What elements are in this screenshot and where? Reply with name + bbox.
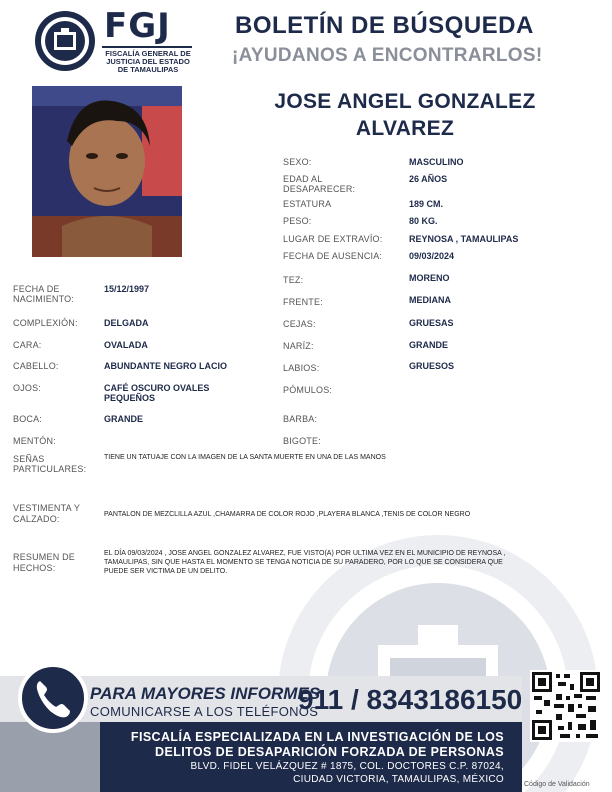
nariz-label: NARÍZ: xyxy=(283,341,314,351)
boca-label: BOCA: xyxy=(13,414,43,424)
vestimenta-label-2: CALZADO: xyxy=(13,514,60,524)
barba-label: BARBA: xyxy=(283,414,318,424)
cabello-label: CABELLO: xyxy=(13,361,59,371)
senas-label-2: PARTICULARES: xyxy=(13,464,87,474)
edad-label-1: EDAD AL xyxy=(283,174,323,184)
tez-label: TEZ: xyxy=(283,275,304,285)
resumen-line-3: PUEDE SER VICTIMA DE UN DELITO. xyxy=(104,568,228,575)
frente-value: MEDIANA xyxy=(409,295,451,305)
office-line-1: FISCALÍA ESPECIALIZADA EN LA INVESTIGACIÓN DE LOS xyxy=(130,730,504,744)
resumen-label-1: RESUMEN DE xyxy=(13,552,76,562)
more-info-text: PARA MAYORES INFORMES, xyxy=(90,684,325,703)
tez-value: MORENO xyxy=(409,273,450,283)
frente-label: FRENTE: xyxy=(283,297,323,307)
resumen-line-1: EL DÍA 09/03/2024 , JOSE ANGEL GONZALEZ ALVAREZ, FUE VISTO(A) POR ULTIMA VEZ EN EL MUNICIPIO DE REYNOSA , xyxy=(104,550,506,557)
person-photo xyxy=(32,86,182,257)
resumen-label-2: HECHOS: xyxy=(13,563,56,573)
cabello-value: ABUNDANTE NEGRO LACIO xyxy=(104,361,227,371)
sexo-value: MASCULINO xyxy=(409,157,464,167)
menton-label: MENTÓN: xyxy=(13,436,56,446)
lugar-value: REYNOSA , TAMAULIPAS xyxy=(409,234,519,244)
nariz-value: GRANDE xyxy=(409,340,449,350)
complexion-value: DELGADA xyxy=(104,318,149,328)
fecha-ausencia-value: 09/03/2024 xyxy=(409,251,455,261)
fgj-emblem-icon xyxy=(34,10,96,72)
phone-badge xyxy=(18,663,88,733)
labios-label: LABIOS: xyxy=(283,363,320,373)
bulletin-title: BOLETÍN DE BÚSQUEDA xyxy=(235,12,534,39)
office-line-2: DELITOS DE DESAPARICIÓN FORZADA DE PERSONAS xyxy=(155,745,504,759)
ojos-value-1: CAFÉ OSCURO OVALES xyxy=(104,383,210,393)
senas-value: TIENE UN TATUAJE CON LA IMAGEN DE LA SANTA MUERTE EN UNA DE LAS MANOS xyxy=(104,454,386,461)
cejas-label: CEJAS: xyxy=(283,319,316,329)
fecha-nacimiento-value: 15/12/1997 xyxy=(104,284,150,294)
lugar-label: LUGAR DE EXTRAVÍO: xyxy=(283,234,383,244)
fecha-nacimiento-label-1: FECHA DE xyxy=(13,284,60,294)
fecha-nacimiento-label-2: NACIMIENTO: xyxy=(13,294,75,304)
logo-divider xyxy=(102,46,192,48)
vestimenta-label-1: VESTIMENTA Y xyxy=(13,503,81,513)
logo-sub-3: DE TAMAULIPAS xyxy=(117,65,179,74)
address-line-1: BLVD. FIDEL VELÁZQUEZ # 1875, COL. DOCTORES C.P. 87024, xyxy=(190,761,504,772)
person-name-line1: JOSE ANGEL GONZALEZ xyxy=(274,90,536,113)
bigote-label: BIGOTE: xyxy=(283,436,321,446)
edad-value: 26 AÑOS xyxy=(409,174,448,184)
labios-value: GRUESOS xyxy=(409,361,455,371)
pomulos-label: PÓMULOS: xyxy=(283,385,333,395)
boca-value: GRANDE xyxy=(104,414,144,424)
peso-label: PESO: xyxy=(283,216,312,226)
address-line-2: CIUDAD VICTORIA, TAMAULIPAS, MÉXICO xyxy=(293,774,504,785)
cejas-value: GRUESAS xyxy=(409,318,454,328)
estatura-label: ESTATURA xyxy=(283,199,332,209)
peso-value: 80 KG. xyxy=(409,216,438,226)
logo-text: FGJ xyxy=(104,6,171,46)
senas-label-1: SEÑAS xyxy=(13,454,45,464)
logo-sub-1: FISCALÍA GENERAL DE xyxy=(105,49,191,58)
fecha-ausencia-label: FECHA DE AUSENCIA: xyxy=(283,251,383,261)
estatura-value: 189 CM. xyxy=(409,199,444,209)
bulletin-subtitle: ¡AYUDANOS A ENCONTRARLOS! xyxy=(232,45,543,66)
edad-label-2: DESAPARECER: xyxy=(283,184,356,194)
ojos-label: OJOS: xyxy=(13,383,42,393)
phone-number[interactable]: 911 / 8343186150 xyxy=(298,684,523,715)
phone-icon xyxy=(22,667,84,729)
validation-code-label: Código de Validación xyxy=(524,781,590,788)
cara-value: OVALADA xyxy=(104,340,148,350)
vestimenta-value: PANTALON DE MEZCLILLA AZUL ,CHAMARRA DE COLOR ROJO ,PLAYERA BLANCA ,TENIS DE COLOR NEGRO xyxy=(104,511,471,518)
resumen-line-2: TAMAULIPAS, SIN QUE HASTA EL MOMENTO SE TENGA NOTICIA DE SU PARADERO, POR LO QUE SE CONSIDERA QUE xyxy=(104,559,503,566)
complexion-label: COMPLEXIÓN: xyxy=(13,318,78,328)
qr-code-icon[interactable] xyxy=(530,670,602,742)
logo-sub-2: JUSTICIA DEL ESTADO xyxy=(106,57,190,66)
ojos-value-2: PEQUEÑOS xyxy=(104,393,156,403)
cara-label: CARA: xyxy=(13,340,42,350)
contact-text: COMUNICARSE A LOS TELÉFONOS xyxy=(90,704,319,719)
sexo-label: SEXO: xyxy=(283,157,312,167)
person-name-line2: ALVAREZ xyxy=(355,117,455,140)
